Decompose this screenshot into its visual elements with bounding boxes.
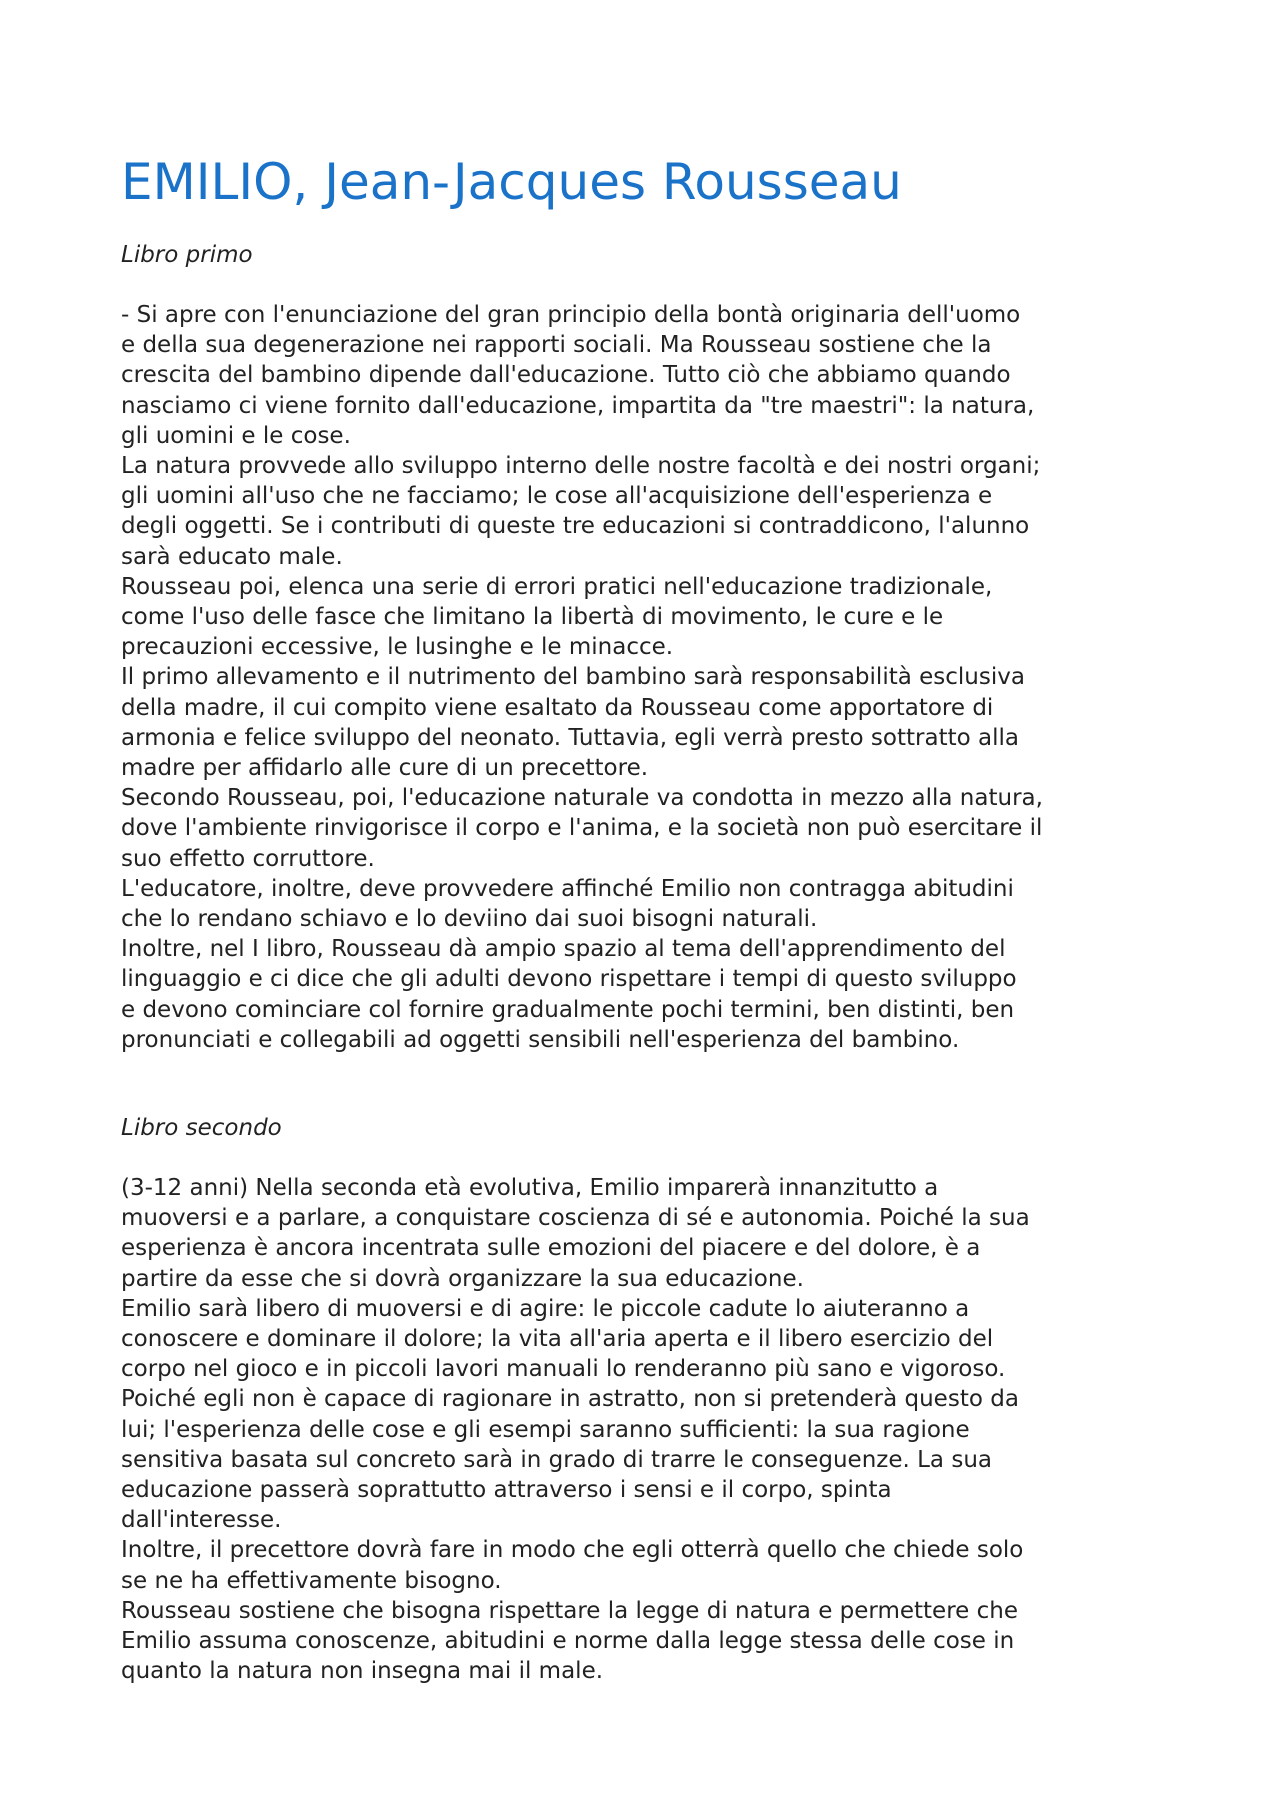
text-line: muoversi e a parlare, a conquistare coscienza di sé e autonomia. Poiché la sua	[121, 1205, 1030, 1232]
text-line: come l'uso delle fasce che limitano la libertà di movimento, le cure e le	[121, 604, 944, 631]
section-heading: Libro primo	[121, 242, 253, 268]
document-title: EMILIO, Jean-Jacques Rousseau	[121, 153, 902, 211]
text-line: della madre, il cui compito viene esaltato da Rousseau come apportatore di	[121, 694, 994, 721]
text-line: Rousseau poi, elenca una serie di errori pratici nell'educazione tradizionale,	[121, 573, 993, 600]
text-line: partire da esse che si dovrà organizzare la sua educazione.	[121, 1265, 804, 1292]
section-libro-primo	[121, 240, 1166, 1055]
text-line: gli uomini all'uso che ne facciamo; le cose all'acquisizione dell'esperienza e	[121, 483, 993, 510]
text-line: crescita del bambino dipende dall'educazione. Tutto ciò che abbiamo quando	[121, 362, 1011, 389]
text-line: (3-12 anni) Nella seconda età evolutiva, Emilio imparerà innanzitutto a	[121, 1175, 939, 1201]
section-heading: Libro secondo	[121, 1115, 282, 1141]
text-line: gli uomini e le cose.	[121, 422, 351, 449]
text-line: pronunciati e collegabili ad oggetti sensibili nell'esperienza del bambino.	[121, 1026, 960, 1053]
section-body	[121, 300, 1166, 1055]
text-line: che lo rendano schiavo e lo deviino dai suoi bisogni naturali.	[121, 906, 818, 933]
text-line: conoscere e dominare il dolore; la vita all'aria aperta e il libero esercizio del	[121, 1326, 994, 1353]
text-line: suo effetto corruttore.	[121, 845, 375, 872]
section-libro-secondo	[121, 1113, 1166, 1686]
text-line: sensitiva basata sul concreto sarà in grado di trarre le conseguenze. La sua	[121, 1446, 992, 1473]
text-line: L'educatore, inoltre, deve provvedere affinché Emilio non contragga abitudini	[121, 875, 1014, 902]
text-line: nasciamo ci viene fornito dall'educazione, impartita da "tre maestri": la natura,	[121, 392, 1035, 419]
text-line: lui; l'esperienza delle cose e gli esempi saranno sufficienti: la sua ragione	[121, 1416, 970, 1443]
text-line: dove l'ambiente rinvigorisce il corpo e l'anima, e la società non può esercitare il	[121, 815, 1043, 842]
text-line: La natura provvede allo sviluppo interno delle nostre facoltà e dei nostri organi;	[121, 453, 1041, 480]
text-line: - Si apre con l'enunciazione del gran principio della bontà originaria dell'uomo	[121, 302, 1021, 328]
text-line: educazione passerà soprattutto attraverso i sensi e il corpo, spinta	[121, 1477, 892, 1504]
text-line: Rousseau sostiene che bisogna rispettare la legge di natura e permettere che	[121, 1597, 1018, 1624]
text-line: Poiché egli non è capace di ragionare in astratto, non si pretenderà questo da	[121, 1386, 1019, 1413]
text-line: sarà educato male.	[121, 543, 343, 570]
text-line: quanto la natura non insegna mai il male.	[121, 1658, 604, 1685]
text-line: precauzioni eccessive, le lusinghe e le minacce.	[121, 634, 674, 661]
text-line: e della sua degenerazione nei rapporti sociali. Ma Rousseau sostiene che la	[121, 332, 992, 359]
text-line: e devono cominciare col fornire gradualmente pochi termini, ben distinti, ben	[121, 996, 1015, 1023]
text-line: Secondo Rousseau, poi, l'educazione naturale va condotta in mezzo alla natura,	[121, 785, 1043, 812]
text-line: se ne ha effettivamente bisogno.	[121, 1567, 502, 1594]
section-body	[121, 1173, 1166, 1686]
text-line: Il primo allevamento e il nutrimento del bambino sarà responsabilità esclusiva	[121, 664, 1025, 691]
text-line: armonia e felice sviluppo del neonato. Tuttavia, egli verrà presto sottratto alla	[121, 724, 1019, 751]
text-line: dall'interesse.	[121, 1507, 282, 1534]
text-line: Emilio sarà libero di muoversi e di agire: le piccole cadute lo aiuteranno a	[121, 1295, 970, 1322]
text-line: linguaggio e ci dice che gli adulti devono rispettare i tempi di questo sviluppo	[121, 966, 1017, 993]
text-line: degli oggetti. Se i contributi di queste tre educazioni si contraddicono, l'alunno	[121, 513, 1030, 540]
text-line: Inoltre, il precettore dovrà fare in modo che egli otterrà quello che chiede solo	[121, 1537, 1024, 1564]
text-line: Emilio assuma conoscenze, abitudini e norme dalla legge stessa delle cose in	[121, 1628, 1015, 1655]
text-line: corpo nel gioco e in piccoli lavori manuali lo renderanno più sano e vigoroso.	[121, 1356, 1006, 1383]
text-line: esperienza è ancora incentrata sulle emozioni del piacere e del dolore, è a	[121, 1235, 981, 1262]
text-line: madre per affidarlo alle cure di un precettore.	[121, 755, 649, 782]
text-line: Inoltre, nel I libro, Rousseau dà ampio spazio al tema dell'apprendimento del	[121, 936, 1006, 963]
